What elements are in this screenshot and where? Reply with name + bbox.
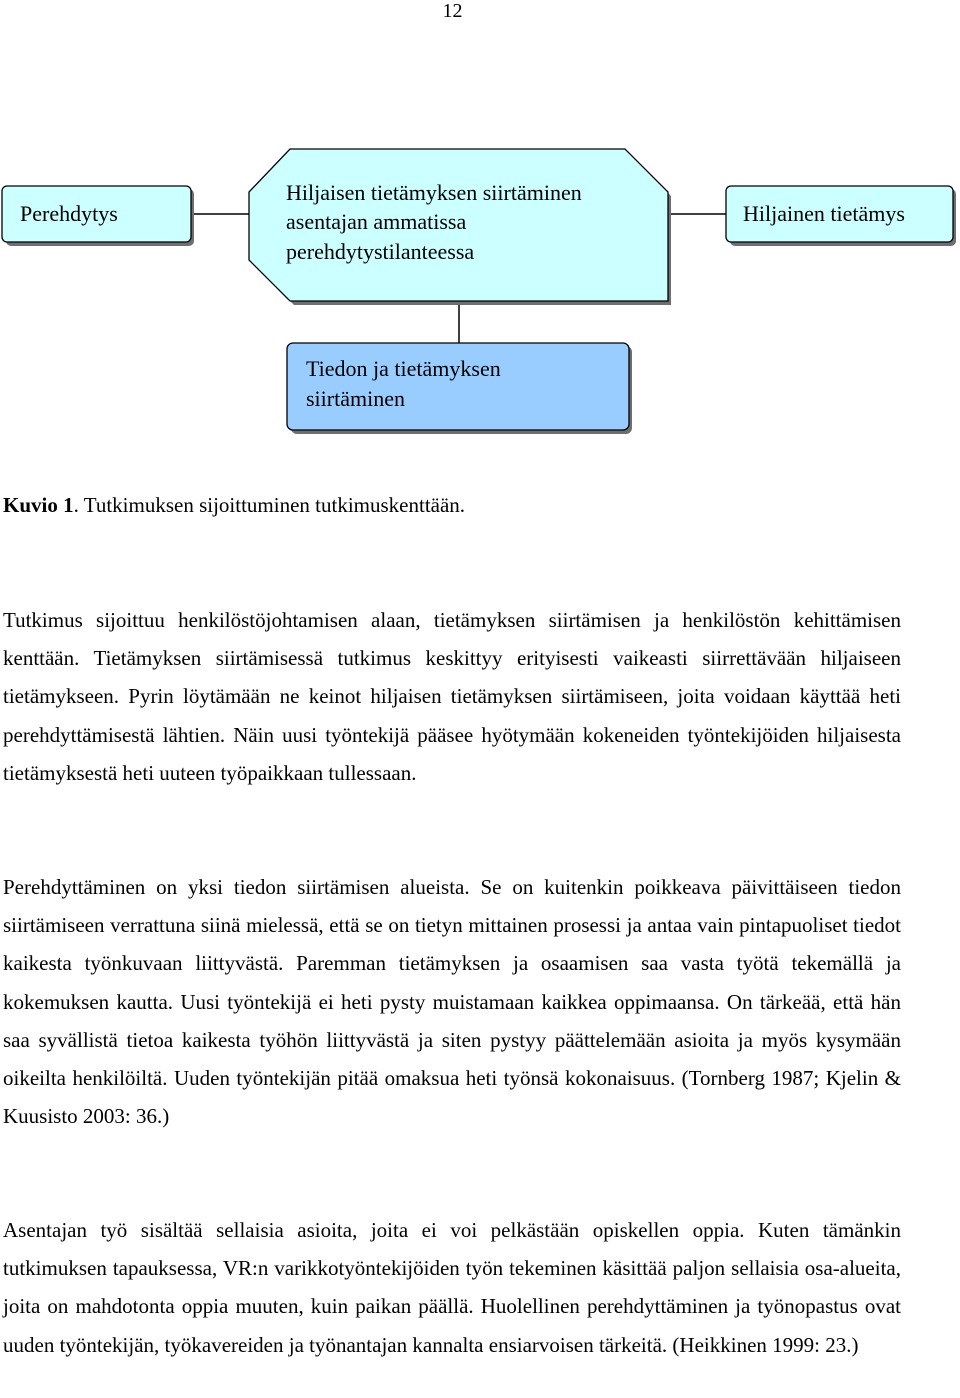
paragraph-1: Tutkimus sijoittuu henkilöstöjohtamisen alaan, tietämyksen siirtämisen ja henkilöstön kehittämisen kenttään. Tietämyksen siirtämisessä tutkimus keskittyy erityisesti vaikeasti siirrettävään hiljaiseen tietämykseen. Pyrin löytämään ne keinot hiljaisen tietämyksen siirtämiseen, joita voidaan käyttää heti perehdyttämisestä lähtien. Näin uusi työntekijä pääsee hyötymään kokeneiden työntekijöiden hiljaisesta tietämyksestä heti uuteen työpaikkaan tullessaan. — [3, 608, 901, 785]
paragraph-2: Perehdyttäminen on yksi tiedon siirtämisen alueista. Se on kuitenkin poikkeava päivittäiseen tiedon siirtämiseen verrattuna siinä mielessä, että se on tietyn mittainen prosessi ja antaa vain pintapuoliset tiedot kaikesta työnkuvaan liittyvästä. Paremman tietämyksen ja osaamisen saa vasta työtä tekemällä ja kokemuksen kautta. Uusi työntekijä ei heti pysty muistamaan kaikkea oppimaansa. On tärkeää, että hän saa syvällistä tietoa kaikesta työhön liittyvästä ja siten pystyy päättelemään asioita ja myös kysymään oikeilta henkilöiltä. Uuden työntekijän pitää omaksua heti työnsä kokonaisuus. (Tornberg 1987; Kjelin & Kuusisto 2003: 36.) — [3, 875, 901, 1129]
figure-caption-label: Kuvio 1 — [3, 493, 74, 517]
node-center-line-2: asentajan ammatissa — [286, 209, 467, 234]
node-bottom-line-2: siirtäminen — [306, 386, 405, 411]
figure-caption — [3, 492, 465, 518]
node-hiljainen-tietamys-label: Hiljainen tietämys — [743, 201, 905, 226]
research-field-diagram — [0, 140, 960, 440]
figure-caption-text: . Tutkimuksen sijoittuminen tutkimuskenttään. — [73, 493, 466, 517]
page-number: 12 — [442, 0, 463, 22]
paragraph-3: Asentajan työ sisältää sellaisia asioita, joita ei voi pelkästään opiskellen oppia. Kuten tämänkin tutkimuksen tapauksessa, VR:n varikkotyöntekijöiden työn tekeminen käsittää paljon sellaisia osa-alueita, joita on mahdotonta oppia muuten, kuin paikan päällä. Huolellinen perehdyttäminen ja työnopastus ovat uuden työntekijän, työkavereiden ja työnantajan kannalta ensiarvoisen tärkeitä. (Heikkinen 1999: 23.) — [3, 1218, 901, 1357]
node-center-line-3: perehdytystilanteessa — [286, 239, 475, 264]
node-center-line-1: Hiljaisen tietämyksen siirtäminen — [286, 180, 582, 205]
node-perehdytys-label: Perehdytys — [20, 201, 118, 226]
node-bottom-line-1: Tiedon ja tietämyksen — [306, 356, 501, 381]
